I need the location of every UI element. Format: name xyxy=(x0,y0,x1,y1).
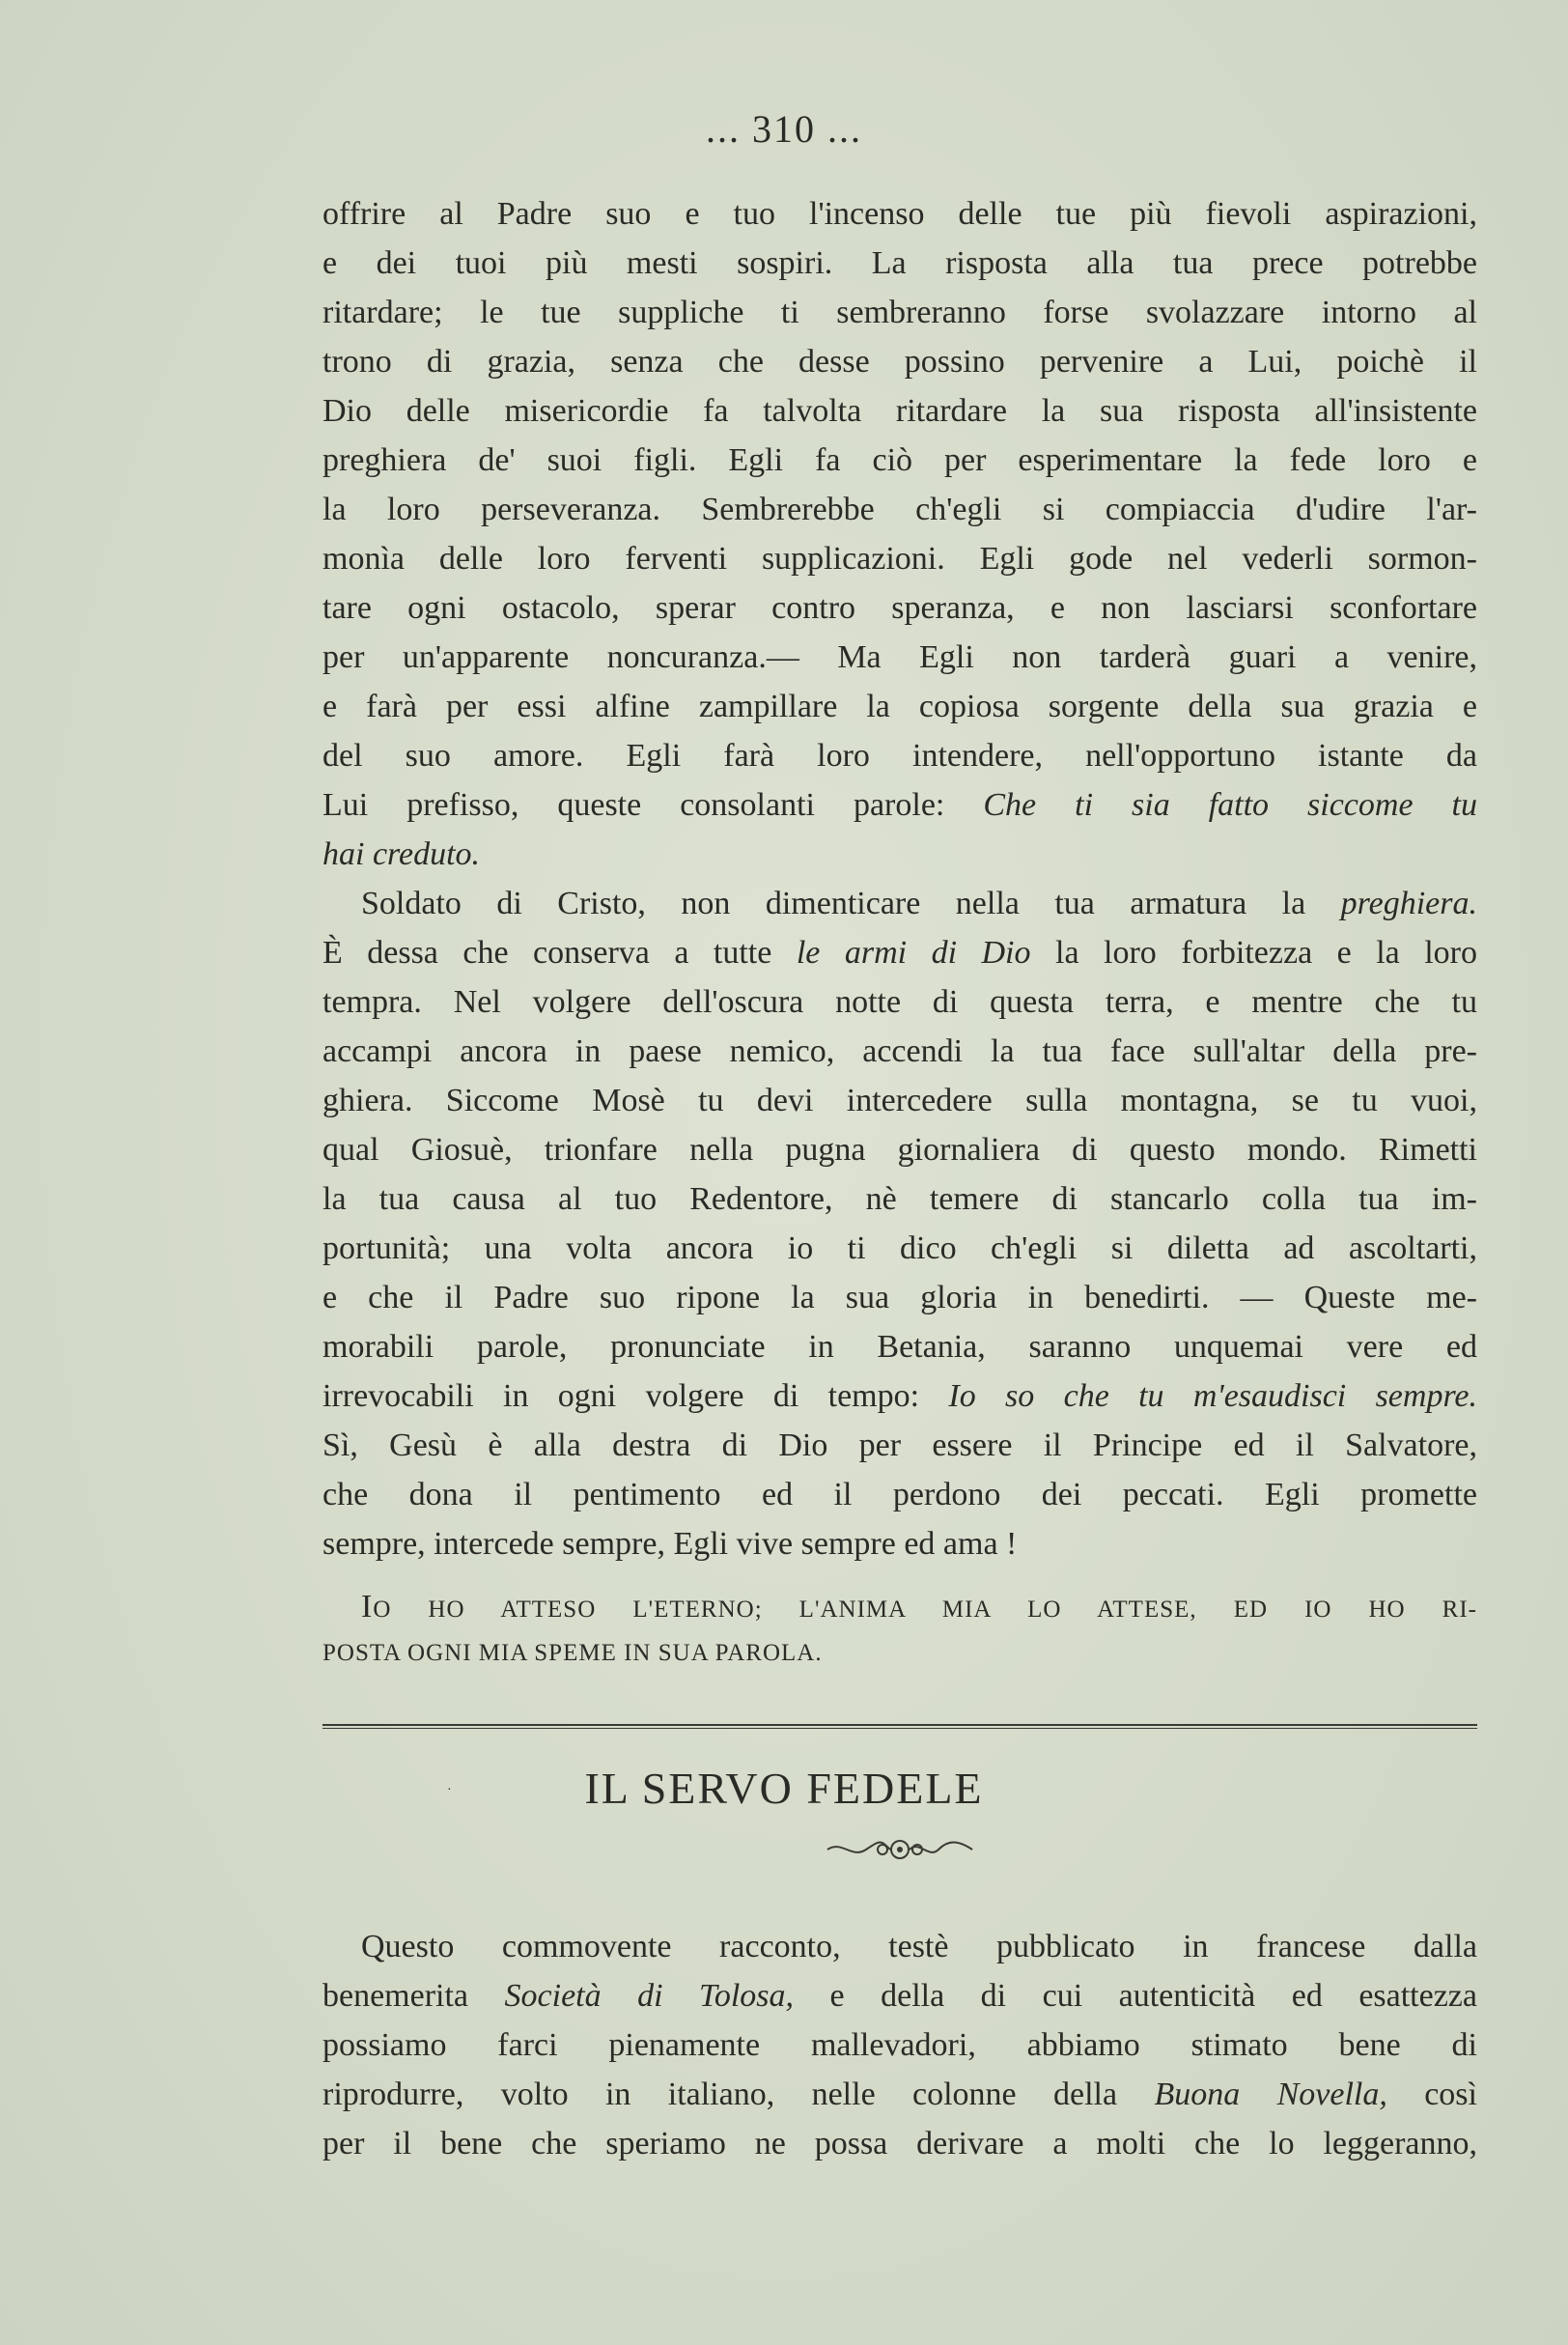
text-segment: riprodurre, volto in italiano, nelle colonne della xyxy=(322,2077,1155,2112)
text-line xyxy=(322,879,1477,928)
text-segment: Soldato di Cristo, non dimenticare nella tua armatura la xyxy=(361,886,1341,921)
print-speck: · xyxy=(447,1783,452,1797)
text-line: possiamo farci pienamente mallevadori, abbiamo stimato bene di xyxy=(322,2027,1477,2063)
text-line: trono di grazia, senza che desse possino pervenire a Lui, poichè il xyxy=(322,344,1477,380)
text-line: e farà per essi alfine zampillare la copiosa sorgente della sua grazia e xyxy=(322,689,1477,724)
text-line: e dei tuoi più mesti sospiri. La risposta alla tua prece potrebbe xyxy=(322,245,1477,281)
section-divider-rule xyxy=(322,1724,1477,1729)
text-line: la loro perseveranza. Sembrerebbe ch'egli si compiaccia d'udire l'ar- xyxy=(322,492,1477,527)
quote-initial: I xyxy=(361,1589,374,1625)
text-line: ritardare; le tue suppliche ti sembreranno forse svolazzare intorno al xyxy=(322,295,1477,330)
text-line: per il bene che speriamo ne possa derivare a molti che lo leggeranno, xyxy=(322,2126,1477,2161)
text-segment: così xyxy=(1386,2077,1477,2112)
text-line: del suo amore. Egli farà loro intendere, nell'opportuno istante da xyxy=(322,738,1477,774)
paragraph-introduction xyxy=(322,1922,1477,2168)
text-line xyxy=(322,1371,1477,1421)
quote-line: POSTA OGNI MIA SPEME IN SUA PAROLA. xyxy=(322,1640,823,1666)
paragraph-soldier-of-christ xyxy=(322,879,1477,1568)
italic-word: preghiera. xyxy=(1340,886,1477,921)
text-segment: benemerita xyxy=(322,1978,505,2014)
quote-line xyxy=(322,1584,1477,1630)
text-line: sempre, intercede sempre, Egli vive sempre ed ama ! xyxy=(322,1526,1018,1562)
text-segment: È dessa che conserva a tutte xyxy=(322,935,797,971)
text-line: per un'apparente noncuranza.— Ma Egli non tarderà guari a venire, xyxy=(322,639,1477,675)
text-line: la tua causa al tuo Redentore, nè temere di stancarlo colla tua im- xyxy=(322,1181,1477,1217)
text-segment: e della di cui autenticità ed esattezza xyxy=(794,1978,1477,2014)
text-line xyxy=(322,1971,1477,2020)
italic-phrase: Buona Novella, xyxy=(1154,2077,1387,2112)
text-line: monìa delle loro ferventi supplicazioni. Egli gode nel vederli sormon- xyxy=(322,541,1477,577)
italic-quote: Io so che tu m'esaudisci sempre. xyxy=(948,1378,1478,1414)
text-segment: Lui prefisso, queste consolanti parole: xyxy=(322,787,984,823)
text-line: Sì, Gesù è alla destra di Dio per essere il Principe ed il Salvatore, xyxy=(322,1427,1477,1463)
section-title: IL SERVO FEDELE xyxy=(584,1764,984,1813)
text-line: ghiera. Siccome Mosè tu devi intercedere sulla montagna, se tu vuoi, xyxy=(322,1083,1477,1118)
text-segment: irrevocabili in ogni volgere di tempo: xyxy=(322,1378,949,1414)
text-line: e che il Padre suo ripone la sua gloria in benedirti. — Queste me- xyxy=(322,1280,1477,1315)
text-line: preghiera de' suoi figli. Egli fa ciò per esperimentare la fede loro e xyxy=(322,442,1477,478)
text-line: offrire al Padre suo e tuo l'incenso delle tue più fievoli aspirazioni, xyxy=(322,196,1477,232)
text-line: accampi ancora in paese nemico, accendi la tua face sull'altar della pre- xyxy=(322,1033,1477,1069)
page-number: ... 310 ... xyxy=(706,107,862,151)
text-line: portunità; una volta ancora io ti dico ch'egli si diletta ad ascoltarti, xyxy=(322,1230,1477,1266)
text-line xyxy=(322,830,1477,879)
italic-quote: Che ti sia fatto siccome tu xyxy=(983,787,1477,823)
text-segment: la loro forbitezza e la loro xyxy=(1030,935,1478,971)
text-line xyxy=(322,2070,1477,2119)
text-line xyxy=(322,928,1477,977)
paragraph-prayer-continuation xyxy=(322,189,1477,879)
text-line: qual Giosuè, trionfare nella pugna giornaliera di questo mondo. Rimetti xyxy=(322,1132,1477,1168)
italic-quote: hai creduto. xyxy=(322,836,481,872)
italic-phrase: Società di Tolosa, xyxy=(504,1978,795,2014)
text-line: Dio delle misericordie fa talvolta ritardare la sua risposta all'insistente xyxy=(322,393,1477,429)
text-segment: O HO ATTESO L'ETERNO; L'ANIMA MIA LO ATTESE, ED IO HO RI- xyxy=(373,1596,1477,1623)
psalm-quote xyxy=(322,1584,1477,1677)
text-line: Questo commovente racconto, testè pubblicato in francese dalla xyxy=(361,1929,1477,1964)
text-line: tare ogni ostacolo, sperar contro speranza, e non lasciarsi sconfortare xyxy=(322,590,1477,626)
ornament-flourish-icon xyxy=(823,1835,977,1864)
text-line: morabili parole, pronunciate in Betania, saranno unquemai vere ed xyxy=(322,1329,1477,1365)
text-line: tempra. Nel volgere dell'oscura notte di questa terra, e mentre che tu xyxy=(322,984,1477,1020)
italic-phrase: le armi di Dio xyxy=(796,935,1031,971)
text-line: che dona il pentimento ed il perdono dei peccati. Egli promette xyxy=(322,1477,1477,1512)
text-line xyxy=(322,780,1477,830)
